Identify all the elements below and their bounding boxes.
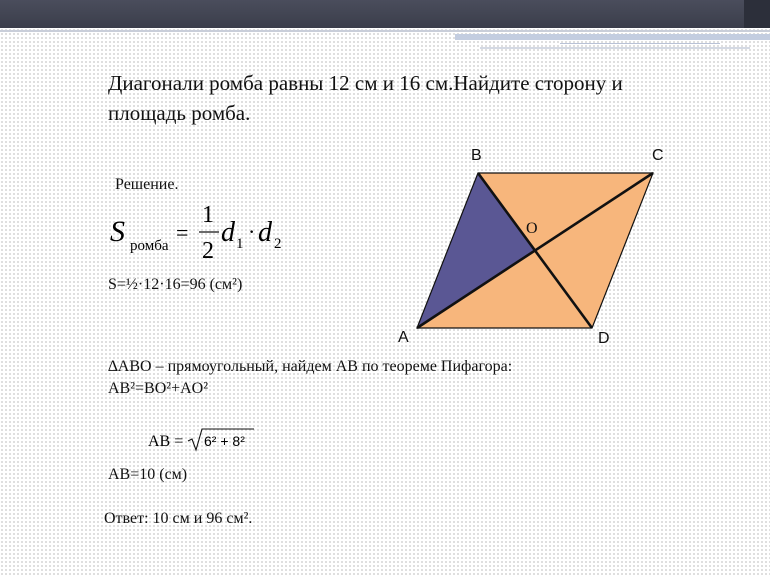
header-bar [0, 0, 770, 28]
formula-d2: d [258, 217, 272, 248]
header-bar-accent [744, 0, 770, 28]
vertex-label-b: B [471, 147, 482, 164]
vertex-label-d: D [598, 330, 610, 347]
formula-d1: d [221, 217, 235, 248]
decorative-line [560, 43, 720, 44]
triangle-statement: ∆ABO – прямоугольный, найдем AB по теореме Пифагора: [108, 358, 513, 375]
formula-denominator: 2 [202, 238, 214, 264]
rhombus-figure [380, 140, 680, 355]
ab-formula-radicand: 6² + 8² [204, 433, 245, 449]
ab-result: AB=10 (см) [108, 466, 188, 483]
formula-sub1: 1 [236, 236, 244, 252]
pythagoras-equation: AB²=BO²+AO² [108, 380, 208, 397]
area-calculation: S=½·12·16=96 (см²) [108, 276, 243, 293]
formula-sub2: 2 [274, 236, 282, 252]
ab-formula-lhs: AB = [148, 433, 184, 450]
formula-dot: · [248, 219, 256, 244]
problem-statement: Диагонали ромба равны 12 см и 16 см.Найдите сторону и площадь ромба. [108, 71, 623, 125]
center-label-o: O [526, 220, 538, 237]
decorative-line [455, 34, 770, 40]
pythagoras-intro [108, 356, 512, 400]
formula-s: S [110, 215, 125, 248]
ab-formula [148, 426, 278, 454]
formula-equals: = [176, 220, 189, 245]
decorative-line [0, 30, 770, 32]
answer: Ответ: 10 см и 96 см². [104, 510, 253, 527]
decorative-line [480, 47, 750, 49]
solution-label: Решение. [115, 176, 179, 193]
area-formula [108, 198, 308, 268]
vertex-label-c: C [652, 147, 664, 164]
formula-subscript: ромба [130, 238, 169, 254]
formula-numerator: 1 [202, 202, 214, 228]
vertex-label-a: A [398, 329, 409, 346]
